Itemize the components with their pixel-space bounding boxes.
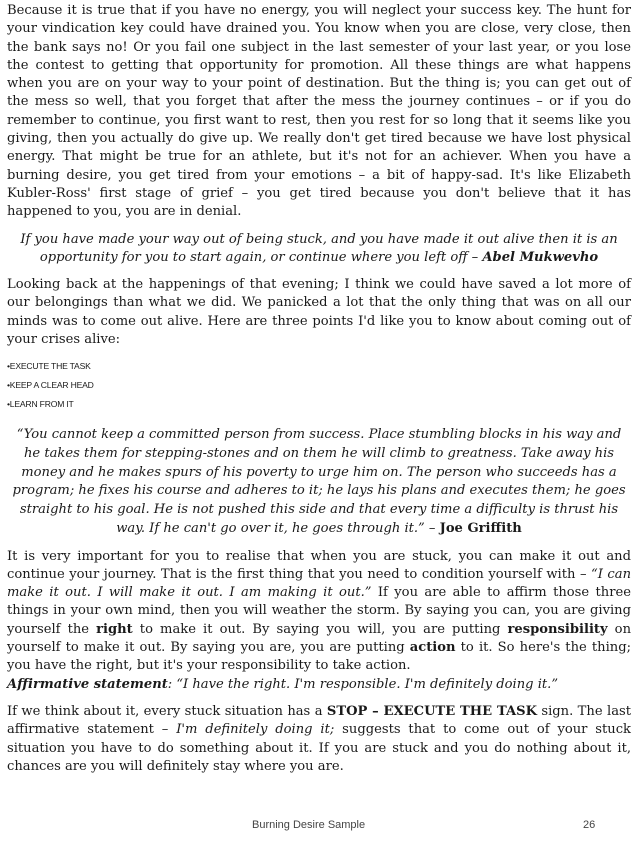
quote-abel	[7, 231, 631, 268]
paragraph-energy: Because it is true that if you have no energy, you will neglect your success key. The hunt for your vindication key could have drained you. You know when you are close, very close, then the bank says no! Or you fail one subject in the last semester of your last year, or you lose the contest to getting that opportunity for promotion. All these things are what happens when you are on your way to your point of destination. But the thing is; you can get out of the mess so well, that you forget that after the mess the journey continues – or if you do remember to continue, you first want to rest, then you rest for so long that it seems like you giving, then you actually do give up. We really don't get tired because we have lost physical energy. That might be true for an athlete, but it's not for an achiever. When you have a burning desire, you get tired from your emotions – a bit of happy-sad. It's like Elizabeth Kubler-Ross' first stage of grief – you get tired because you don't believe that it has happened to you, you are in denial.	[7, 3, 631, 220]
stop-text-3: suggests that to come out of your stuck situation you have to do something about it. If you are stuck and you do nothing about it, chances are you will definitely stay where you are.	[7, 722, 631, 774]
page-number: 26	[583, 819, 596, 831]
keyword-right: right	[96, 621, 133, 637]
quote-abel-author: Abel Mukwevho	[482, 249, 599, 265]
stuck-text-2: If you are able to affirm those three things in your own mind, then you will weather the storm. By saying you can, you are giving yourself the	[7, 585, 631, 637]
bullet-item-learn: •LEARN FROM IT	[7, 399, 74, 410]
quote-abel-text: If you have made your way out of being stuck, and you have made it out alive then it is an opportunity for you to start again, or continue where you left off –	[20, 231, 618, 265]
stuck-text-1: It is very important for you to realise that when you are stuck, you can make it out and continue your journey. That is the first thing that you need to condition yourself with –	[7, 548, 631, 582]
affirmative-label: Affirmative statement	[7, 676, 168, 692]
stuck-affirmation-quote: “I can make it out. I will make it out. I am making it out.”	[7, 566, 631, 601]
keyword-action: action	[409, 640, 456, 656]
footer-title: Burning Desire Sample	[252, 819, 366, 831]
paragraph-looking-back: Looking back at the happenings of that evening; I think we could have saved a lot more of our belongings than what we did. We panicked a lot that the only thing that was on all our minds was to come out alive. Here are three points I'd like you to know about coming out of your crises alive:	[7, 277, 631, 348]
quote-griffith-author: Joe Griffith	[439, 520, 522, 536]
paragraph-stuck	[7, 548, 631, 694]
stuck-text-4: on yourself to make it out. By saying you are, you are putting	[7, 621, 631, 656]
affirmative-text: : “I have the right. I'm responsible. I'm definitely doing it.”	[167, 676, 559, 692]
stop-text-2: sign. The last affirmative statement –	[7, 703, 631, 738]
quote-griffith	[7, 426, 631, 538]
bullet-list	[7, 357, 631, 414]
keyword-stop-execute: STOP – EXECUTE THE TASK	[326, 703, 537, 719]
quote-griffith-dash: –	[424, 520, 440, 536]
keyword-responsibility: responsibility	[507, 621, 608, 637]
bullet-item-execute: •EXECUTE THE TASK	[7, 361, 91, 372]
bullet-item-keep-clear-head: •KEEP A CLEAR HEAD	[7, 380, 94, 391]
stuck-text-3: to make it out. By saying you will, you are putting	[132, 621, 508, 637]
page-body	[7, 0, 631, 776]
quote-griffith-text: “You cannot keep a committed person from success. Place stumbling blocks in his way and he takes them for stepping-stones and on them he will climb to greatness. Take away his money and he makes spurs of his poverty to urge him on. The person who succeeds has a program; he fixes his course and adheres to it; he lays his plans and executes them; he goes straight to his goal. He is not pushed this side and that every time a difficulty is thrust his way. If he can't go over it, he goes through it.”	[12, 427, 626, 536]
stuck-text-5: to it. So here's the thing; you have the right, but it's your responsibility to take action.	[7, 640, 631, 674]
paragraph-stop	[7, 703, 631, 776]
stop-quote: I'm definitely doing it;	[176, 722, 335, 738]
stop-text-1: If we think about it, every stuck situation has a	[7, 703, 327, 719]
